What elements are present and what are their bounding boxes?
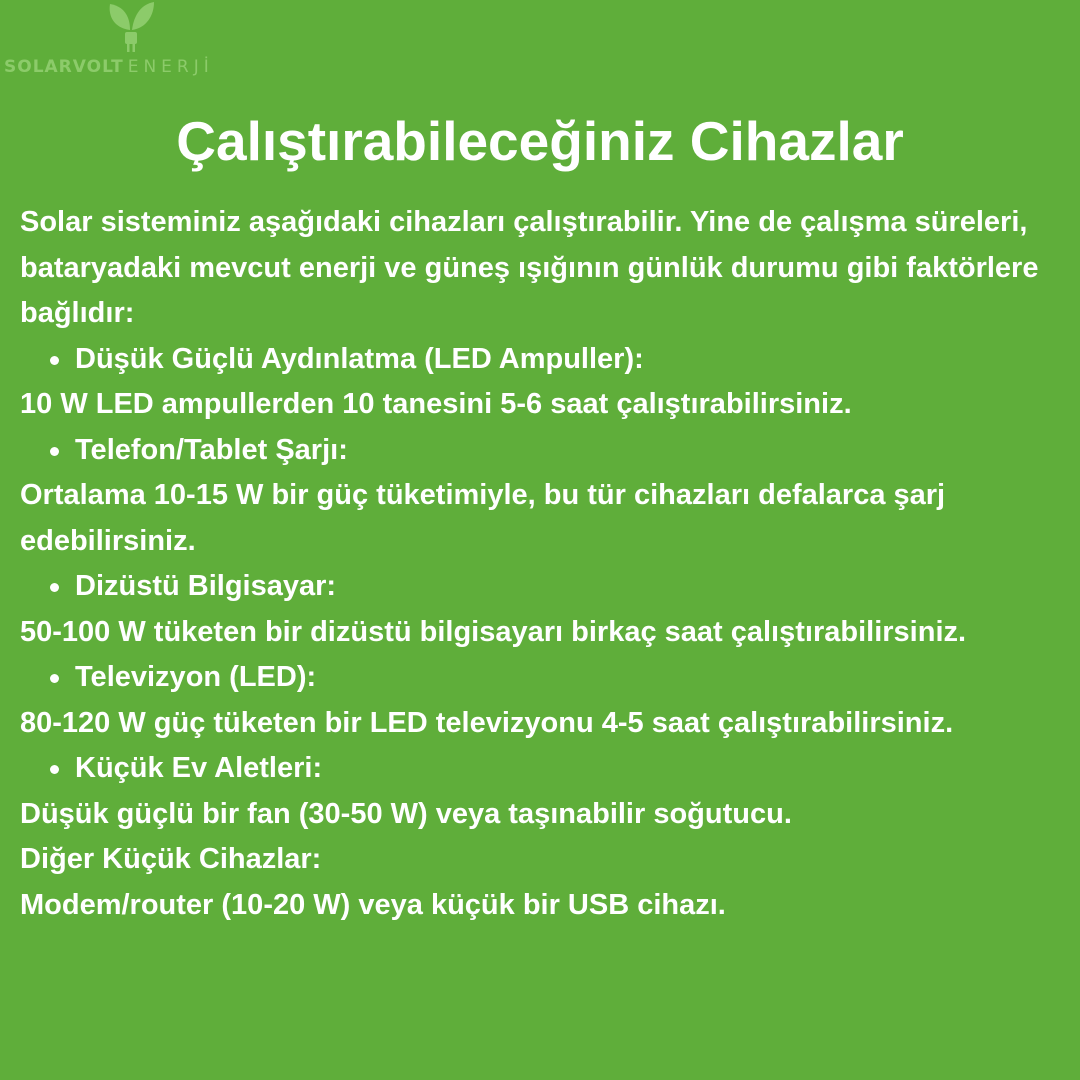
bullet-dot-icon bbox=[50, 447, 59, 456]
brand-logo bbox=[4, 0, 244, 80]
plug-leaf-icon bbox=[104, 0, 156, 54]
bullet-dot-icon bbox=[50, 765, 59, 774]
item-description: Düşük güçlü bir fan (30-50 W) veya taşınabilir soğutucu. bbox=[20, 797, 792, 830]
extra-description: Modem/router (10-20 W) veya küçük bir USB cihazı. bbox=[20, 888, 726, 921]
item-description: 80-120 W güç tüketen bir LED televizyonu 4-5 saat çalıştırabilirsiniz. bbox=[20, 706, 954, 739]
bullet-item-lighting bbox=[20, 337, 1075, 383]
bullet-dot-icon bbox=[50, 356, 59, 365]
extra-heading: Diğer Küçük Cihazlar: bbox=[20, 843, 322, 875]
bullet-heading: Dizüstü Bilgisayar: bbox=[75, 570, 337, 602]
bullet-heading: Telefon/Tablet Şarjı: bbox=[75, 433, 348, 466]
item-description: 50-100 W tüketen bir dizüstü bilgisayarı birkaç saat çalıştırabilirsiniz. bbox=[20, 615, 967, 648]
bullet-dot-icon bbox=[50, 674, 59, 683]
item-description: 10 W LED ampullerden 10 tanesini 5-6 saat çalıştırabilirsiniz. bbox=[20, 388, 852, 420]
brand-name-bold: SOLARVOLT bbox=[4, 57, 124, 77]
brand-name bbox=[4, 57, 214, 77]
bullet-heading: Küçük Ev Aletleri: bbox=[75, 752, 323, 784]
brand-name-light: ENERJİ bbox=[127, 57, 214, 77]
bullet-item-television bbox=[20, 655, 1075, 701]
bullet-heading: Düşük Güçlü Aydınlatma (LED Ampuller): bbox=[75, 342, 644, 375]
bullet-item-laptop bbox=[20, 564, 1075, 610]
bullet-dot-icon bbox=[50, 583, 59, 592]
bullet-item-appliances bbox=[20, 746, 1075, 792]
bullet-item-phone-charging bbox=[20, 428, 1075, 474]
content-body bbox=[20, 200, 1075, 928]
intro-paragraph: Solar sisteminiz aşağıdaki cihazları çalıştırabilir. Yine de çalışma süreleri, bataryadaki mevcut enerji ve güneş ışığının günlük durumu gibi faktörlere bağlıdır: bbox=[20, 206, 1039, 329]
item-description: Ortalama 10-15 W bir güç tüketimiyle, bu tür cihazları defalarca şarj edebilirsiniz. bbox=[20, 479, 946, 557]
bullet-heading: Televizyon (LED): bbox=[75, 661, 317, 693]
page-title: Çalıştırabileceğiniz Cihazlar bbox=[176, 110, 904, 172]
